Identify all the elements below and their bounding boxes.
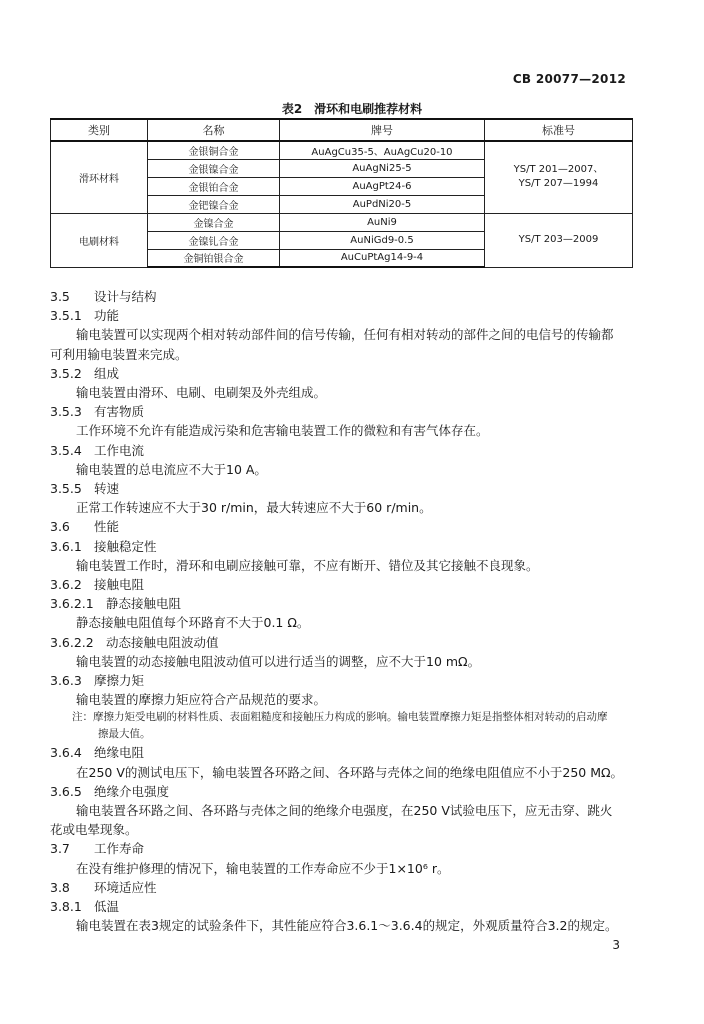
category-cell: 滑环材料 bbox=[51, 141, 148, 213]
section-number: 3.5.4 bbox=[50, 442, 82, 458]
section-number: 3.8 bbox=[50, 879, 70, 895]
paragraph: 输电装置的摩擦力矩应符合产品规范的要求。 bbox=[76, 692, 327, 708]
grade-cell: AuNi9 bbox=[280, 213, 485, 231]
section-number: 3.5 bbox=[50, 289, 70, 304]
paragraph: 输电装置工作时，滑环和电刷应接触可靠，不应有断开、错位及其它接触不良现象。 bbox=[76, 557, 539, 573]
material-name-cell: 金银铜合金 bbox=[148, 141, 280, 159]
section-number: 3.6.1 bbox=[50, 538, 82, 554]
grade-cell: AuCuPtAg14-9-4 bbox=[280, 249, 485, 267]
section-title: 低温 bbox=[94, 899, 120, 915]
section-title: 环境适应性 bbox=[94, 879, 157, 895]
note bbox=[50, 709, 632, 743]
note-text: 注：摩擦力矩受电刷的材料性质、表面粗糙度和接触压力构成的影响。输电装置摩擦力矩是指整体相对转动的启动摩 bbox=[72, 711, 608, 724]
section-title: 组成 bbox=[94, 365, 120, 381]
section-heading bbox=[50, 897, 632, 916]
paragraph: 输电装置的总电流应不大于10 A。 bbox=[76, 461, 267, 477]
column-header: 名称 bbox=[148, 119, 280, 141]
section-number: 3.6.3 bbox=[50, 673, 82, 689]
section-heading bbox=[50, 517, 632, 536]
standard-line: YS/T 201—2007、 bbox=[513, 164, 604, 176]
section-title: 动态接触电阻波动值 bbox=[106, 634, 219, 650]
section-number: 3.5.3 bbox=[50, 404, 82, 420]
section-heading bbox=[50, 575, 632, 594]
section-title: 功能 bbox=[94, 308, 120, 324]
note-continuation: 擦最大值。 bbox=[98, 728, 151, 741]
standard-cell bbox=[485, 213, 633, 267]
section-heading bbox=[50, 287, 632, 306]
table-caption: 表2 滑环和电刷推荐材料 bbox=[281, 102, 423, 116]
section-heading bbox=[50, 671, 632, 690]
paragraph: 输电装置各环路之间、各环路与壳体之间的绝缘介电强度，在250 V试验电压下，应无击穿、跳火 bbox=[76, 803, 613, 819]
page-number: 3 bbox=[612, 938, 620, 952]
material-name-cell: 金钯镍合金 bbox=[148, 195, 280, 213]
section-title: 转速 bbox=[94, 481, 120, 497]
table-row bbox=[51, 213, 633, 231]
column-header: 标准号 bbox=[485, 119, 633, 141]
section-heading bbox=[50, 479, 632, 498]
section-title: 绝缘电阻 bbox=[94, 745, 145, 761]
paragraph: 正常工作转速应不大于30 r/min，最大转速应不大于60 r/min。 bbox=[76, 500, 432, 516]
section-heading bbox=[50, 594, 632, 613]
material-name-cell: 金镍钆合金 bbox=[148, 231, 280, 249]
section-number: 3.6.2.1 bbox=[50, 596, 94, 612]
section-title: 静态接触电阻 bbox=[106, 596, 182, 612]
section-heading bbox=[50, 839, 632, 858]
section-title: 绝缘介电强度 bbox=[94, 783, 170, 799]
paragraph: 输电装置由滑环、电刷、电刷架及外壳组成。 bbox=[76, 385, 327, 401]
paragraph-continuation: 可利用输电装置来完成。 bbox=[50, 346, 188, 362]
section-heading bbox=[50, 537, 632, 556]
table-row bbox=[51, 141, 633, 159]
standard-line: YS/T 207—1994 bbox=[518, 178, 599, 190]
section-heading bbox=[50, 441, 632, 460]
paragraph: 在250 V的测试电压下，输电装置各环路之间、各环路与壳体之间的绝缘电阻值应不小于250 MΩ。 bbox=[76, 764, 624, 780]
section-number: 3.5.2 bbox=[50, 365, 82, 381]
standard-line: YS/T 203—2009 bbox=[518, 234, 599, 245]
grade-cell: AuPdNi20-5 bbox=[280, 195, 485, 213]
table-header-row bbox=[51, 119, 633, 141]
paragraph: 输电装置的动态接触电阻波动值可以进行适当的调整，应不大于10 mΩ。 bbox=[76, 653, 481, 669]
grade-cell: AuAgPt24-6 bbox=[280, 177, 485, 195]
material-name-cell: 金铜铂银合金 bbox=[148, 249, 280, 267]
material-name-cell: 金镍合金 bbox=[148, 213, 280, 231]
standard-number: CB 20077—2012 bbox=[512, 72, 626, 86]
section-heading bbox=[50, 306, 632, 325]
materials-table bbox=[50, 118, 633, 268]
paragraph: 静态接触电阻值每个环路育不大于0.1 Ω。 bbox=[76, 615, 310, 631]
section-title: 接触电阻 bbox=[94, 577, 145, 593]
section-title: 性能 bbox=[94, 519, 120, 535]
material-name-cell: 金银镍合金 bbox=[148, 159, 280, 177]
grade-cell: AuNiGd9-0.5 bbox=[280, 231, 485, 249]
section-number: 3.5.5 bbox=[50, 481, 82, 497]
material-name-cell: 金银铂合金 bbox=[148, 177, 280, 195]
section-heading bbox=[50, 364, 632, 383]
section-heading bbox=[50, 878, 632, 897]
section-heading bbox=[50, 743, 632, 762]
section-title: 接触稳定性 bbox=[94, 538, 157, 554]
section-number: 3.7 bbox=[50, 841, 70, 857]
column-header: 牌号 bbox=[280, 119, 485, 141]
section-title: 工作电流 bbox=[94, 442, 145, 458]
grade-cell: AuAgCu35-5、AuAgCu20-10 bbox=[280, 141, 485, 159]
document-body bbox=[50, 287, 632, 936]
section-title: 工作寿命 bbox=[94, 841, 145, 857]
section-number: 3.5.1 bbox=[50, 308, 82, 324]
standard-cell bbox=[485, 141, 633, 213]
section-number: 3.6.2 bbox=[50, 577, 82, 593]
section-heading bbox=[50, 782, 632, 801]
section-title: 摩擦力矩 bbox=[94, 673, 145, 689]
section-number: 3.8.1 bbox=[50, 899, 82, 915]
table-body bbox=[51, 141, 633, 267]
grade-cell: AuAgNi25-5 bbox=[280, 159, 485, 177]
section-number: 3.6.5 bbox=[50, 783, 82, 799]
section-heading bbox=[50, 633, 632, 652]
column-header: 类别 bbox=[51, 119, 148, 141]
section-heading bbox=[50, 402, 632, 421]
section-number: 3.6.2.2 bbox=[50, 634, 94, 650]
section-title: 设计与结构 bbox=[94, 289, 157, 304]
paragraph: 输电装置在表3规定的试验条件下，其性能应符合3.6.1～3.6.4的规定，外观质量符合3.2的规定。 bbox=[76, 918, 618, 934]
section-title: 有害物质 bbox=[94, 404, 145, 420]
paragraph: 在没有维护修理的情况下，输电装置的工作寿命应不少于1×10⁶ r。 bbox=[76, 860, 450, 876]
category-cell: 电刷材料 bbox=[51, 213, 148, 267]
paragraph: 输电装置可以实现两个相对转动部件间的信号传输，任何有相对转动的部件之间的电信号的传输都 bbox=[76, 327, 614, 343]
section-number: 3.6.4 bbox=[50, 745, 82, 761]
paragraph-continuation: 花或电晕现象。 bbox=[50, 822, 138, 838]
paragraph: 工作环境不允许有能造成污染和危害输电装置工作的微粒和有害气体存在。 bbox=[76, 423, 489, 439]
section-number: 3.6 bbox=[50, 519, 70, 535]
